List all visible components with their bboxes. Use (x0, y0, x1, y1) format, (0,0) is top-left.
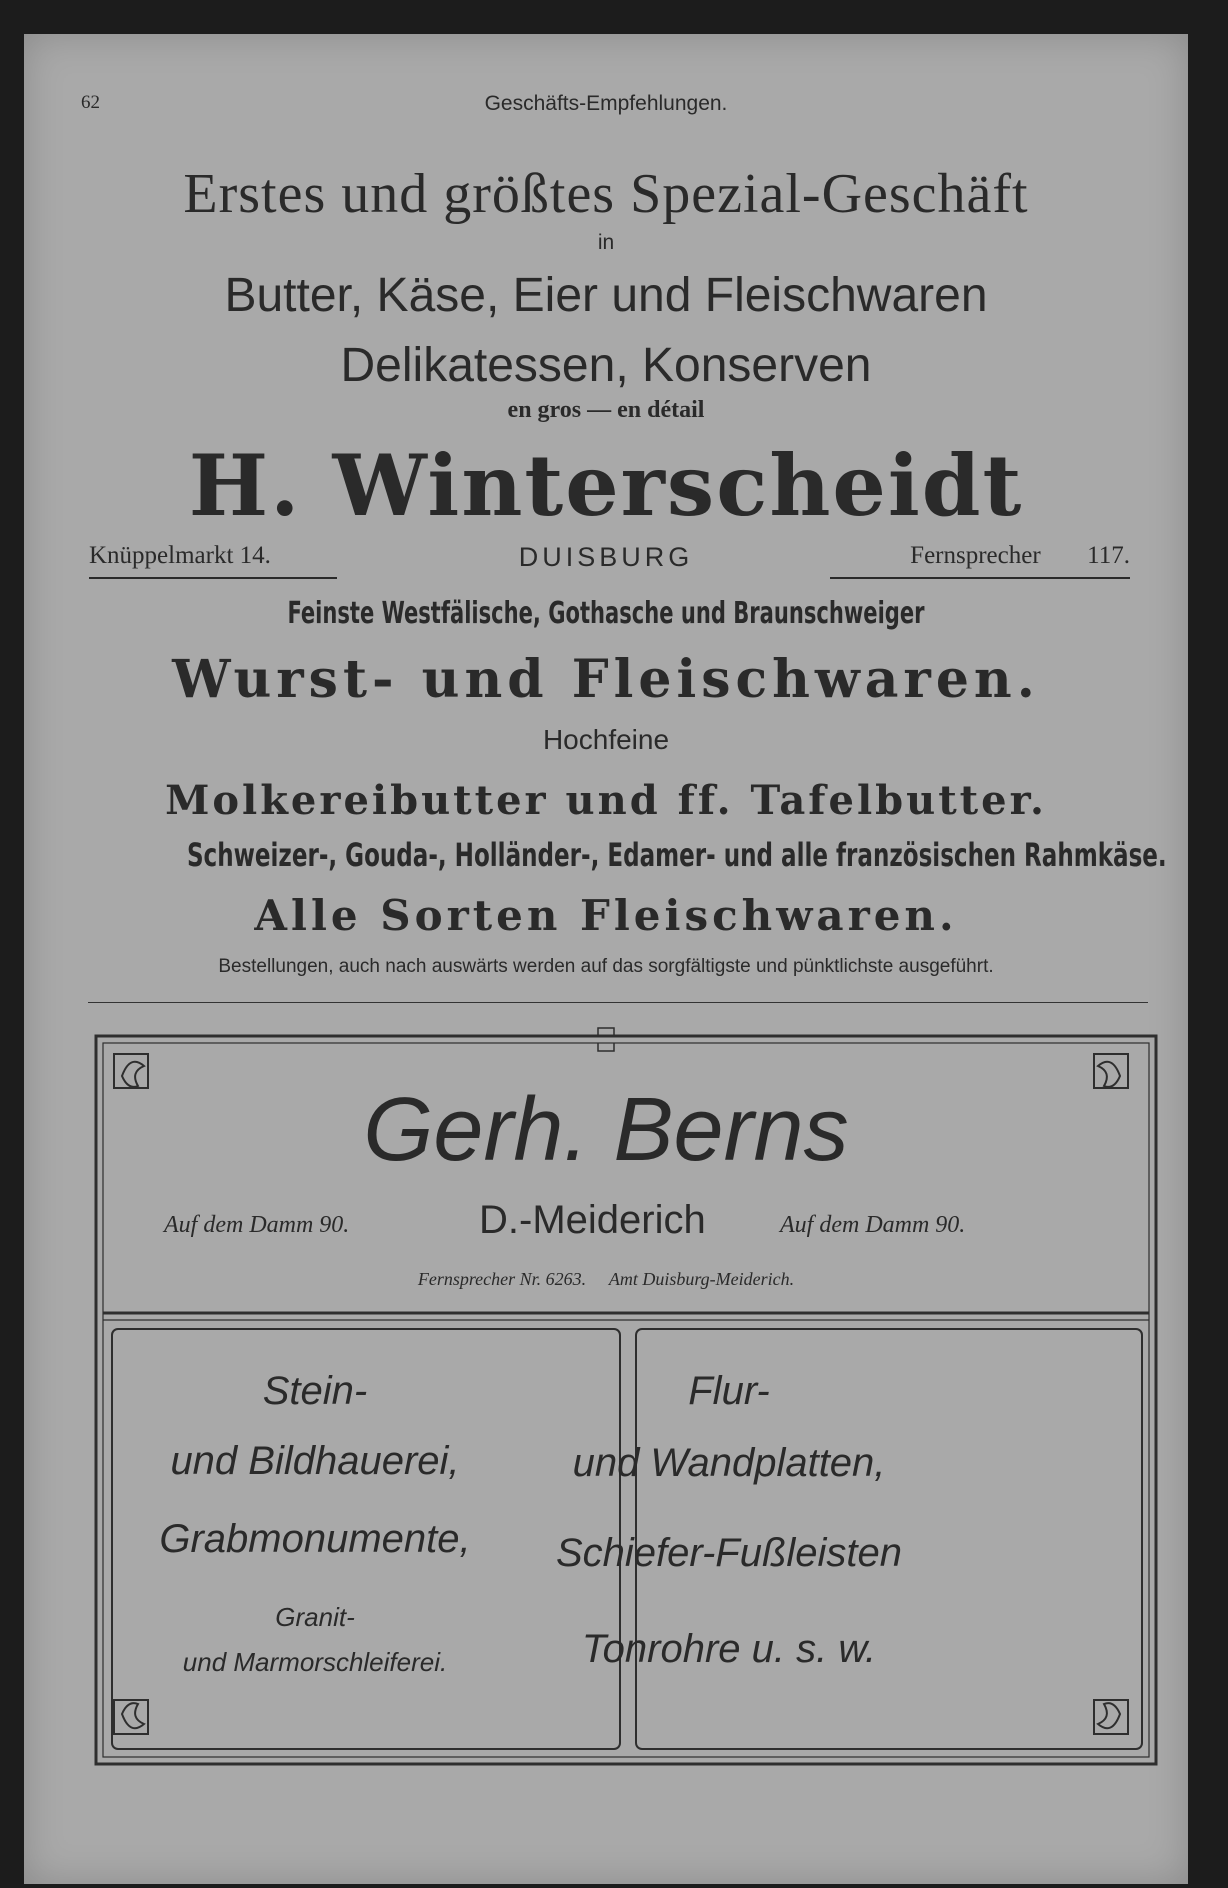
berns-phone: Fernsprecher Nr. 6263. (417, 1269, 587, 1289)
phone-number: 117. (1087, 542, 1130, 569)
left-col-line-3: Grabmonumente, (159, 1517, 471, 1561)
wurst-line: Wurst- und Fleischwaren. (172, 649, 1040, 710)
products-line-2: Delikatessen, Konserven (340, 339, 872, 392)
right-col-line-1: Flur- (688, 1369, 770, 1413)
feinste-line: Feinste Westfälische, Gothasche und Braunschweiger (287, 596, 925, 631)
firm-city: DUISBURG (518, 542, 694, 572)
berns-phone-line (24, 1269, 1188, 1290)
orders-note: Bestellungen, auch nach auswärts werden auf das sorgfältigste und pünktlichste ausgeführt. (218, 956, 994, 977)
berns-amt: Amt Duisburg-Meiderich. (608, 1269, 795, 1289)
hochfeine-line: Hochfeine (542, 724, 670, 755)
berns-street-right: Auf dem Damm 90. (780, 1212, 966, 1238)
catalog-page (24, 34, 1188, 1884)
firm-address: Knüppelmarkt 14. (89, 542, 271, 569)
berns-street-left: Auf dem Damm 90. (164, 1212, 350, 1238)
right-col-line-3: Schiefer-Fußleisten (555, 1531, 903, 1575)
products-line-1: Butter, Käse, Eier und Fleischwaren (224, 269, 988, 322)
right-col-line-2: und Wandplatten, (572, 1441, 886, 1485)
corner-ornament-bottom-left-icon (106, 1692, 166, 1752)
molkerei-line: Molkereibutter und ff. Tafelbutter. (165, 777, 1047, 824)
berns-name: Gerh. Berns (363, 1080, 849, 1180)
ad-headline: Erstes und größtes Spezial-Geschäft (183, 163, 1029, 225)
ad-in: in (597, 231, 615, 254)
left-col-line-5: und Marmorschleiferei. (182, 1647, 448, 1677)
left-col-line-2: und Bildhauerei, (170, 1439, 460, 1483)
alle-sorten-line: Alle Sorten Fleischwaren. (254, 891, 958, 940)
phone-label: Fernsprecher (910, 542, 1041, 569)
page-number: 62 (81, 92, 100, 113)
firm-name: H. Winterscheidt (188, 436, 1024, 535)
left-col-line-4: Granit- (275, 1602, 355, 1632)
corner-ornament-bottom-right-icon (1086, 1692, 1146, 1752)
trade-line: en gros — en détail (507, 397, 705, 423)
running-head: Geschäfts-Empfehlungen. (484, 92, 728, 115)
right-col-line-4: Tonrohre u. s. w. (581, 1627, 877, 1671)
cheese-line: Schweizer-, Gouda-, Holländer-, Edamer- und alle französischen Rahmkäse. (186, 836, 1167, 874)
left-col-line-1: Stein- (262, 1369, 368, 1413)
berns-place: D.-Meiderich (479, 1198, 706, 1242)
